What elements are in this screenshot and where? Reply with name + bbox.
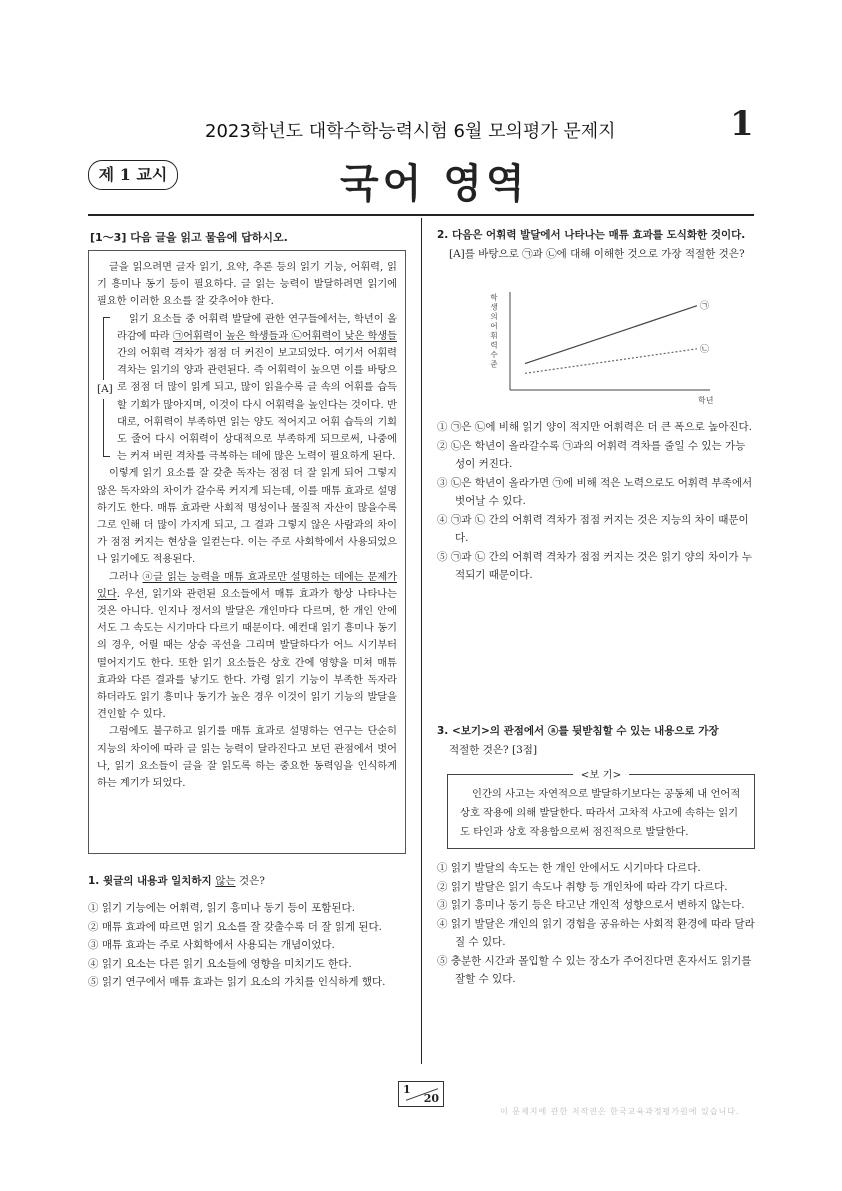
column-divider (421, 218, 422, 1064)
q2-stem-text1: 2. 다음은 어휘력 발달에서 나타나는 매튜 효과를 도식화한 것이다. (437, 229, 746, 241)
y-axis-label-char: 준 (490, 359, 498, 369)
series-line-b (525, 349, 697, 374)
passage-paragraph-2 (117, 311, 397, 466)
q3-stem-line2: 적절한 것은? [3점] (449, 744, 538, 756)
q1-stem-after: 것은? (235, 875, 265, 887)
q1-option-2[interactable]: ② 매튜 효과에 따르면 읽기 요소를 잘 갖출수록 더 잘 읽게 된다. (88, 920, 382, 933)
page-total: 20 (423, 1092, 439, 1105)
y-axis-label-char: 력 (490, 340, 498, 350)
question-3 (437, 722, 757, 989)
page-indicator (398, 1081, 444, 1107)
q3-option-5[interactable]: ⑤ 충분한 시간과 몰입할 수 있는 장소가 주어진다면 혼자서도 읽기를 잘할 수 있다. (437, 954, 752, 985)
q3-option-2[interactable]: ② 읽기 발달은 읽기 속도나 취향 등 개인차에 따라 각기 다르다. (437, 880, 728, 893)
bracket-label: [A] (97, 380, 113, 399)
bogi-title (448, 766, 754, 785)
q2-option-5[interactable]: ⑤ ㉠과 ㉡ 간의 어휘력 격차가 점점 커지는 것은 읽기 양의 차이가 누적되기 때문이다. (437, 550, 752, 581)
p2-before: 읽기 요소들 중 어휘력 발달에 관한 연구들에서는, 학년이 올라감에 따라 (117, 313, 397, 342)
q1-stem (88, 872, 408, 891)
p2-underlined: ㉠어휘력이 높은 학생들과 ㉡어휘력이 낮은 학생들 (172, 330, 398, 342)
y-axis-label-char: 휘 (490, 331, 498, 340)
header-divider (88, 214, 754, 216)
q2-option-3[interactable]: ③ ㉡은 학년이 올라가면 ㉠에 비해 적은 노력으로도 어휘력 부족에서 벗어날 수 있다. (437, 476, 753, 507)
q2-stem-line1 (437, 226, 757, 245)
passage-paragraph-3: 이렇게 읽기 요소를 잘 갖춘 독자는 점점 더 잘 읽게 되어 그렇지 않은 독자와의 차이가 갈수록 커지게 되는데, 이를 매튜 효과로 설명하기도 한다. 매튜 효과란 사회적 명성이나 물질적 자산이 많을수록 그로 인해 더 많이 가지게 되고, 그 결과 그렇지 않은 사람과의 차이가 점점 커지는 현상을 일컫는다. 이는 주로 사회학에서 사용되었으나 읽기에도 적용된다. (97, 468, 397, 566)
vocabulary-chart (480, 288, 720, 408)
q2-option-4[interactable]: ④ ㉠과 ㉡ 간의 어휘력 격차가 점점 커지는 것은 지능의 차이 때문이다. (437, 513, 749, 544)
passage-paragraph-1: 글을 읽으려면 글자 읽기, 요약, 추론 등의 읽기 기능, 어휘력, 읽기 흥미나 동기 등이 필요하다. 글 읽는 능력이 발달하려면 읽기에 필요한 이러한 요소를 잘 갖추어야 한다. (97, 262, 397, 308)
y-axis-label-char: 학 (490, 293, 498, 302)
q3-options (437, 859, 757, 989)
question-2-options (437, 414, 755, 585)
q3-stem-line1 (437, 722, 757, 741)
p4-underlined: ⓐ글 읽는 능력을 매튜 효과로만 설명하는 데에는 문제가 있다 (97, 571, 398, 600)
exam-title: 2023학년도 대학수학능력시험 6월 모의평가 문제지 (205, 121, 616, 142)
q1-options (88, 899, 408, 992)
y-axis-label (490, 292, 498, 369)
q2-option-1[interactable]: ① ㉠은 ㉡에 비해 읽기 양이 적지만 어휘력은 더 큰 폭으로 높아진다. (437, 421, 752, 433)
question-instruction: [1～3] 다음 글을 읽고 물음에 답하시오. (90, 231, 288, 244)
q1-stem-underlined: 않는 (215, 875, 236, 887)
q3-stem-text1: 3. <보기>의 관점에서 ⓐ를 뒷받침할 수 있는 내용으로 가장 (437, 725, 719, 737)
series-label-b: ㉡ (700, 344, 710, 355)
bogi-text: 인간의 사고는 자연적으로 발달하기보다는 공동체 내 언어적 상호 작용에 의해 발달한다. 따라서 고차적 사고에 속하는 읽기도 타인과 상호 작용함으로써 점진적으로 발달한다. (460, 788, 741, 838)
y-axis-label-char: 의 (490, 312, 498, 321)
reading-passage (88, 250, 406, 854)
bogi-box (447, 769, 755, 849)
p4-after: . 우선, 읽기와 관련된 요소들에서 매튜 효과가 항상 나타나는 것은 아니다. 인지나 정서의 발달은 개인마다 다르며, 한 개인 안에서도 그 속도는 시기마다 다르기 때문이다. 예컨대 읽기 흥미나 동기의 경우, 어릴 때는 상승 곡선을 그리며 발달하다가 어느 시기부터 떨어지기도 한다. 또한 읽기 요소들은 상호 간에 영향을 미쳐 매튜 효과와 다른 결과를 낳기도 한다. 가령 읽기 기능이 부족한 독자라 하더라도 읽기 흥미나 동기가 높은 경우 이것이 읽기 기능의 발달을 견인할 수 있다. (97, 588, 397, 721)
q1-option-1[interactable]: ① 읽기 기능에는 어휘력, 읽기 흥미나 동기 등이 포함된다. (88, 902, 356, 914)
y-axis-label-char: 생 (490, 302, 498, 312)
passage-paragraph-4 (97, 569, 397, 724)
y-axis-label-char: 어 (490, 321, 498, 331)
passage-bracket-a (97, 311, 397, 466)
p2-after: 간의 어휘력 격차가 점점 더 커진이 보고되었다. 여기서 어휘력 격차는 읽기의 양과 관련된다. 즉 어휘력이 높으면 이를 바탕으로 점점 더 많이 읽게 되고, 많이 읽을수록 글 속의 어휘를 습득할 기회가 많아지며, 이것이 다시 어휘력을 높인다는 것이다. 반대로, 어휘력이 부족하면 읽는 양도 적어지고 어휘 습득의 기회도 줄어 다시 어휘력이 상대적으로 부족하게 되므로써, 나중에는 커져 버린 격차를 극복하는 데에 많은 노력이 필요하게 된다. (117, 348, 397, 463)
q1-stem-before: 1. 윗글의 내용과 일치하지 (88, 875, 216, 887)
q2-option-2[interactable]: ② ㉡은 학년이 올라갈수록 ㉠과의 어휘력 격차를 줄일 수 있는 가능성이 커진다. (437, 439, 746, 470)
q1-option-5[interactable]: ⑤ 읽기 연구에서 매튜 효과는 읽기 요소의 가치를 인식하게 했다. (88, 976, 386, 988)
q1-option-4[interactable]: ④ 읽기 요소는 다른 읽기 요소들에 영향을 미치기도 한다. (88, 957, 352, 970)
p4-before: 그러나 (109, 571, 143, 583)
q3-option-3[interactable]: ③ 읽기 흥미나 동기 등은 타고난 개인적 성향으로서 변하지 않는다. (437, 899, 745, 911)
page-number: 1 (730, 104, 754, 144)
copyright-note: 이 문제지에 관한 저작권은 한국교육과정평가원에 있습니다. (500, 1107, 740, 1116)
q1-option-3[interactable]: ③ 매튜 효과는 주로 사회학에서 사용되는 개념이었다. (88, 939, 335, 951)
q2-stem-line2: [A]를 바탕으로 ㉠과 ㉡에 대해 이해한 것으로 가장 적절한 것은? (449, 248, 745, 260)
q3-option-1[interactable]: ① 읽기 발달의 속도는 한 개인 안에서도 시기마다 다르다. (437, 862, 701, 874)
y-axis-label-char: 수 (490, 350, 498, 359)
q3-option-4[interactable]: ④ 읽기 발달은 개인의 읽기 경험을 공유하는 사회적 환경에 따라 달라질 수 있다. (437, 917, 755, 948)
question-2-stem (437, 226, 757, 264)
series-line-a (525, 306, 697, 364)
page-current: 1 (403, 1083, 411, 1096)
passage-paragraph-5: 그럼에도 불구하고 읽기를 매튜 효과로 설명하는 연구는 단순히 지능의 차이에 따라 글 읽는 능력이 달라진다고 보던 관점에서 벗어나, 읽기 요소들이 글을 잘 읽도록 하는 중요한 동력임을 인식하게 하는 계기가 되었다. (97, 726, 397, 790)
q2-options (437, 418, 755, 585)
series-label-a: ㉠ (700, 301, 710, 312)
question-1 (88, 872, 408, 992)
subject-title: 국어 영역 (340, 161, 529, 207)
bogi-title-text: <보 기> (573, 769, 629, 781)
period-badge: 제 1 교시 (88, 160, 178, 190)
x-axis-label: 학년 (698, 396, 714, 405)
